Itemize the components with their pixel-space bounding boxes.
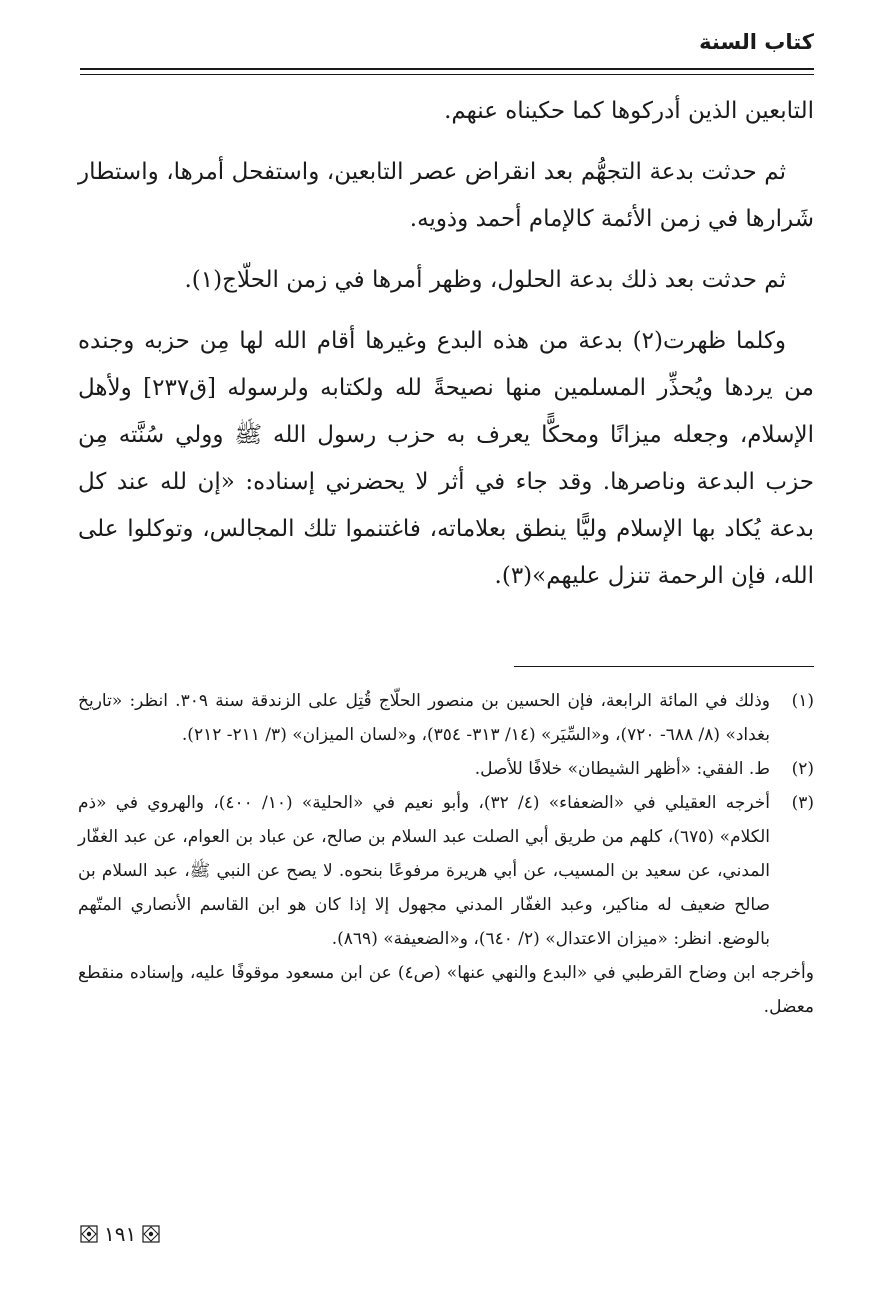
footnote-number: (٢) [791,759,814,779]
paragraph: ثم حدثت بعد ذلك بدعة الحلول، وظهر أمرها في زمن الحلّاج(١). [184,267,786,293]
footnote-separator [514,666,814,667]
page-number: ١٩١ [104,1222,137,1246]
footnote-number: (٣) [791,793,814,813]
footnote [78,786,814,956]
paragraph: وكلما ظهرت(٢) بدعة من هذه البدع وغيرها أقام الله لها مِن حزبه وجنده من يردها ويُحذِّر المسلمين منها نصيحةً لله ولكتابه ولرسوله [ق٢٣٧] ولأهل الإسلام، وجعله ميزانًا ومحكًّا يعرف به حزب رسول الله ﷺ وولي سُنَّته مِن حزب البدعة وناصرها. وقد جاء في أثر لا يحضرني إسناده: «إن لله عند كل بدعة يُكاد بها الإسلام وليًّا ينطق بعلاماته، فاغتنموا تلك المجالس، وتوكلوا على الله، فإن الرحمة تنزل عليهم»(٣). [78,328,814,589]
header-rule-thin [80,74,814,75]
header-rule-thick [80,68,814,70]
footnote-text: ط. الفقي: «أظهر الشيطان» خلافًا للأصل. [474,759,770,779]
running-header-title: كتاب السنة [699,30,814,54]
paragraph: التابعين الذين أدركوها كما حكيناه عنهم. [444,98,814,124]
page-number-block [80,1222,160,1246]
paragraph: ثم حدثت بدعة التجهُّم بعد انقراض عصر التابعين، واستفحل أمرها، واستطار شَرارها في زمن الأئمة كالإمام أحمد وذويه. [78,159,814,232]
footnotes [78,684,814,1024]
main-text [78,88,814,614]
footnote-text: أخرجه العقيلي في «الضعفاء» (٤/ ٣٢)، وأبو نعيم في «الحلية» (١٠/ ٤٠٠)، والهروي في «ذم الكلام» (٦٧٥)، كلهم من طريق أبي الصلت عبد السلام بن صالح، عن عباد بن العوام، عن عبد الغفّار المدني، عن سعيد بن المسيب، عن أبي هريرة مرفوعًا بنحوه. لا يصح عن النبي ﷺ، عبد السلام بن صالح ضعيف له مناكير، وعبد الغفّار المدني مجهول إلا إذا كان هو ابن القاسم الأنصاري المتّهم بالوضع. انظر: «ميزان الاعتدال» (٢/ ٦٤٠)، و«الضعيفة» (٨٦٩). [78,793,771,949]
ornament-icon [80,1225,98,1243]
footnote-number: (١) [791,691,814,711]
footnote [78,684,814,752]
ornament-icon [142,1225,160,1243]
footnote-continuation: وأخرجه ابن وضاح القرطبي في «البدع والنهي عنها» (ص٤) عن ابن مسعود موقوفًا عليه، وإسناده منقطع معضل. [78,963,814,1017]
footnote-text: وذلك في المائة الرابعة، فإن الحسين بن منصور الحلّاج قُتِل على الزندقة سنة ٣٠٩. انظر: «تاريخ بغداد» (٨/ ٦٨٨- ٧٢٠)، و«السِّيَر» (١٤/ ٣١٣- ٣٥٤)، و«لسان الميزان» (٣/ ٢١١- ٢١٢). [78,691,770,745]
footnote [78,752,814,786]
